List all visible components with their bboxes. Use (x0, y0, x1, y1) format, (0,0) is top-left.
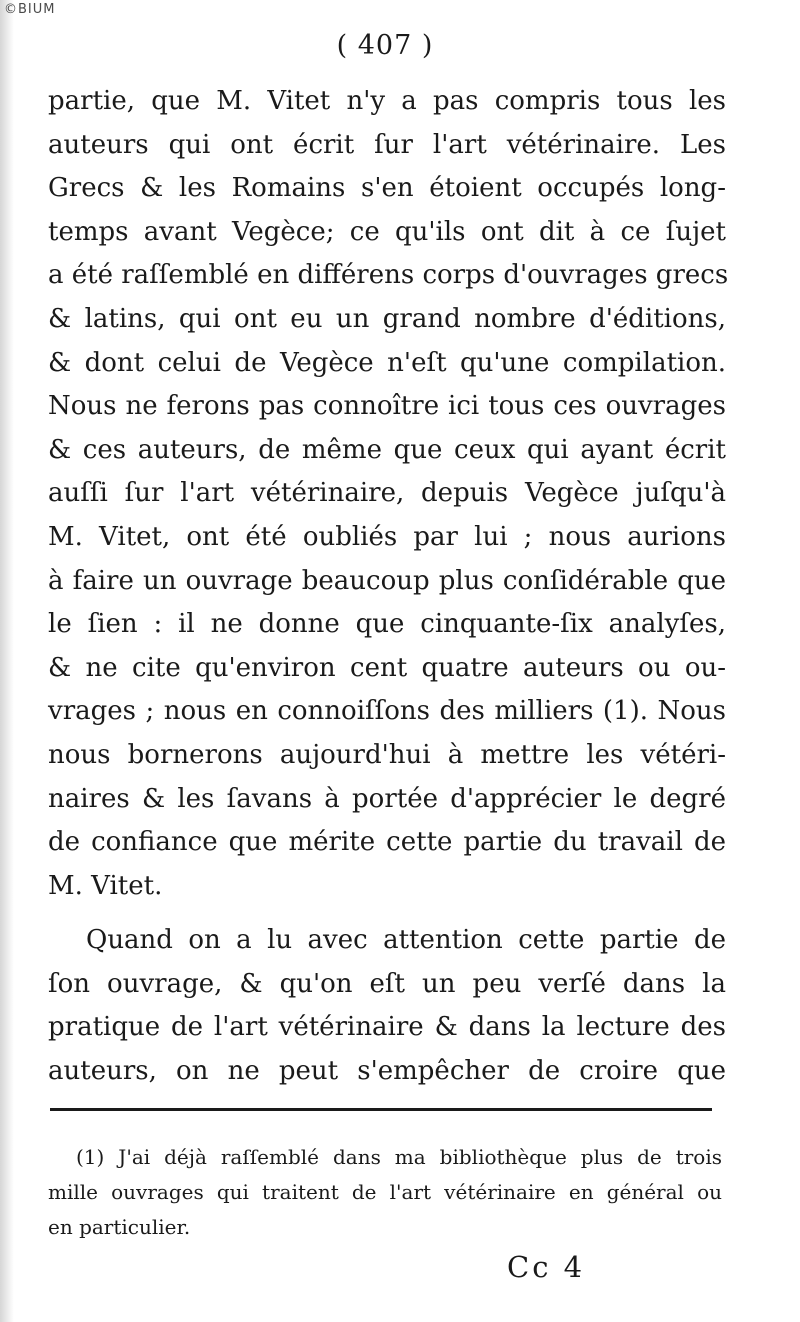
text-line: nous bornerons aujourd'hui à mettre les vétéri- (48, 739, 726, 770)
body-text (48, 80, 729, 1094)
text-line: M. Vitet. (48, 870, 163, 901)
footnote-line: en particulier. (48, 1215, 191, 1239)
signature-mark: Cc 4 (507, 1250, 586, 1284)
footnote (48, 1140, 722, 1245)
text-line: & ne cite qu'environ cent quatre auteurs ou ou- (48, 652, 726, 683)
text-line: ſon ouvrage, & qu'on eſt un peu verſé dans la (48, 968, 726, 999)
text-line: pratique de l'art vétérinaire & dans la lecture des (48, 1012, 726, 1043)
text-line: naires & les ſavans à portée d'apprécier le degré (48, 783, 726, 814)
text-line: le ſien : il ne donne que cinquante-ſix analyſes, (48, 609, 726, 640)
text-line: Grecs & les Romains s'en étoient occupés long- (48, 173, 726, 204)
watermark: ©BIUM (4, 2, 56, 17)
text-line: Quand on a lu avec attention cette partie de (86, 925, 726, 956)
paragraph (48, 80, 729, 908)
paragraph-gap (48, 908, 726, 919)
text-line: a été raſſemblé en différens corps d'ouvrages grecs (48, 260, 729, 291)
text-line: à faire un ouvrage beaucoup plus conſidérable que (48, 565, 726, 596)
text-line: auteurs, on ne peut s'empêcher de croire que (48, 1056, 726, 1087)
page-number: ( 407 ) (336, 30, 434, 61)
text-line: auſſi ſur l'art vétérinaire, depuis Vegèce juſqu'à (48, 478, 726, 509)
text-line: auteurs qui ont écrit ſur l'art vétérinaire. Les (48, 129, 726, 160)
text-line: & dont celui de Vegèce n'eſt qu'une compilation. (48, 347, 726, 378)
paragraph (48, 919, 726, 1093)
footnote-rule (50, 1108, 712, 1111)
footnote-line: mille ouvrages qui traitent de l'art vétérinaire en général ou (48, 1180, 722, 1204)
footnote-line: (1) J'ai déjà raſſemblé dans ma bibliothèque plus de trois (76, 1145, 722, 1169)
text-line: & latins, qui ont eu un grand nombre d'éditions, (48, 303, 726, 334)
text-line: de confiance que mérite cette partie du travail de (48, 827, 726, 858)
text-line: & ces auteurs, de même que ceux qui ayant écrit (48, 434, 726, 465)
text-line: vrages ; nous en connoiſſons des milliers (1). Nous (48, 696, 726, 727)
text-line: temps avant Vegèce; ce qu'ils ont dit à ce ſujet (48, 216, 726, 247)
text-line: Nous ne ferons pas connoître ici tous ces ouvrages (48, 391, 726, 422)
page-edge-shadow (0, 0, 14, 1322)
text-line: M. Vitet, ont été oubliés par lui ; nous aurions (48, 521, 726, 552)
text-line: partie, que M. Vitet n'y a pas compris tous les (48, 86, 726, 116)
